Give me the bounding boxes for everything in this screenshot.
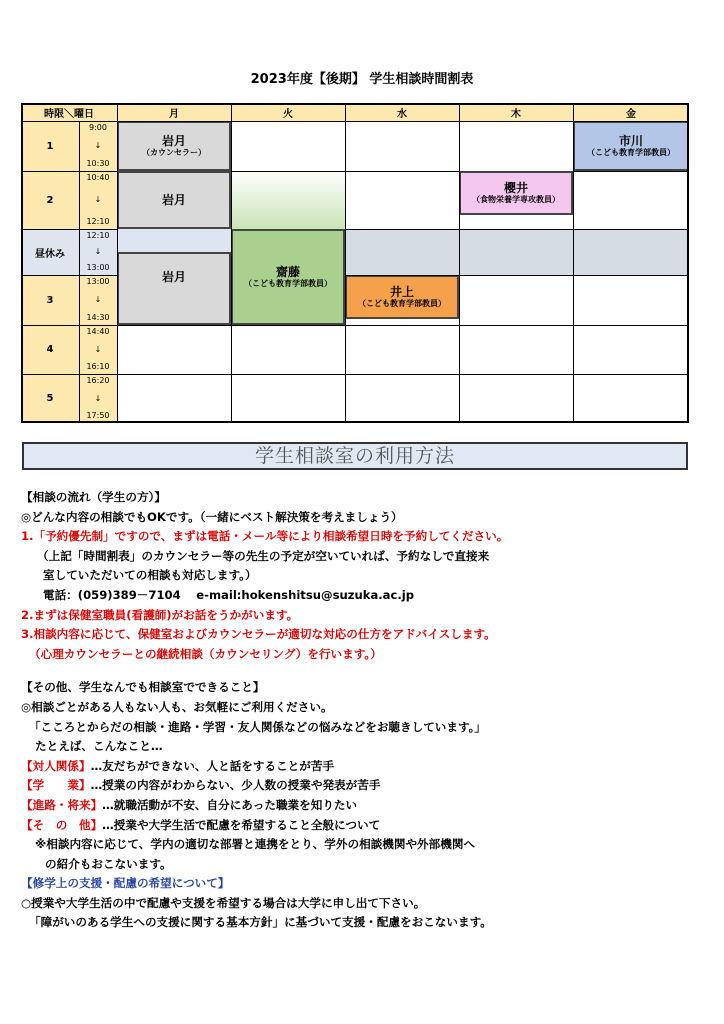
grid-line: [345, 229, 689, 230]
time-end: 17:50: [86, 411, 110, 420]
time-end: 13:00: [86, 263, 110, 272]
slot-fri-p1: [573, 121, 689, 171]
grid-border: [21, 421, 689, 423]
grid-line: [573, 103, 574, 423]
counselor-name: 齋藤: [275, 265, 300, 279]
day-header-fri: 金: [573, 103, 689, 121]
down-arrow-icon: ↓: [94, 247, 102, 256]
grid-line: [231, 171, 345, 172]
time-start: 14:40: [86, 327, 110, 336]
period-label: 3: [21, 275, 79, 325]
day-header-mon: 月: [117, 103, 231, 121]
grid-border: [21, 103, 689, 105]
time-start: 13:00: [86, 277, 110, 286]
time-end: 16:10: [86, 362, 110, 371]
flow-step-3: 3.相談内容に応じて、保健室およびカウンセラーが適切な対応の仕方をアドバイスします。: [21, 627, 496, 642]
other-note: の紹介もおこないます。: [45, 856, 172, 871]
example-tag: 【学 業】: [21, 778, 91, 793]
day-header-thu: 木: [459, 103, 573, 121]
example-text: …就職活動が不安、自分にあった職業を知りたい: [102, 797, 358, 812]
slot-mon-p3: [117, 252, 231, 325]
grid-line: [573, 171, 689, 172]
other-example: たとえば、こんなこと…: [35, 739, 163, 754]
counselor-role: （こども教育学部教員）: [358, 299, 446, 309]
example-text: …授業や大学生活で配慮を希望すること全般について: [102, 817, 381, 832]
counselor-role: （カウンセラー）: [142, 148, 206, 158]
example-item: [21, 757, 711, 777]
spacer: [21, 664, 711, 678]
support-heading: 【修学上の支援・配慮の希望について】: [21, 876, 230, 891]
time-start: 10:40: [86, 173, 110, 182]
example-text: …授業の内容がわからない、少人数の授業や発表が苦手: [90, 778, 381, 793]
gradient-slot: [231, 171, 345, 229]
grid-line: [459, 103, 460, 423]
other-note: ※相談内容に応じて、学内の適切な部署と連携をとり、学外の相談機関や外部機関へ: [35, 837, 476, 852]
day-header-tue: 火: [231, 103, 345, 121]
flow-step-1: 1.「予約優先制」ですので、まずは電話・メール等により相談希望日時を予約してください。: [21, 529, 509, 544]
slot-mon-p2: [117, 171, 231, 229]
grid-line: [21, 229, 117, 230]
slot-wed-p3: [345, 275, 459, 319]
example-item: [21, 776, 711, 796]
counselor-name: 岩月: [161, 134, 186, 148]
down-arrow-icon: ↓: [94, 295, 102, 304]
slot-tue-lunch-p3: [231, 229, 345, 325]
example-tag: 【進路・将来】: [21, 797, 103, 812]
support-line: 「障がいのある学生への支援に関する基本方針」に基づいて支援・配慮をおこないます。: [29, 915, 492, 930]
grid-line: [231, 103, 232, 423]
example-tag: 【対人関係】: [21, 758, 91, 773]
flow-intro: ◎どんな内容の相談でもOKです。（一緒にベスト解決策を考えましょう）: [21, 509, 403, 524]
counselor-role: （食物栄養学専攻教員）: [472, 195, 560, 205]
down-arrow-icon: ↓: [94, 141, 102, 150]
period-time: [79, 121, 117, 171]
section-title: 学生相談室の利用方法: [22, 442, 688, 470]
period-time: [79, 325, 117, 374]
flow-step-1-note: （上記「時間割表」のカウンセラー等の先生の予定が空いていれば、予約なしで直接来: [37, 548, 490, 563]
grid-line: [459, 275, 689, 276]
flow-step-1-note: 室していただいての相談も対応します。）: [43, 568, 257, 583]
grid-line: [21, 171, 117, 172]
time-start: 16:20: [86, 376, 110, 385]
grid-border: [21, 103, 23, 423]
grid-line: [79, 121, 80, 421]
period-time: [79, 275, 117, 325]
example-tag: 【そ の 他】: [21, 817, 103, 832]
example-text: …友だちができない、人と話をすることが苦手: [90, 758, 335, 773]
counselor-role: （こども教育学部教員）: [244, 279, 332, 289]
period-time: [79, 374, 117, 423]
counselor-name: 岩月: [161, 270, 186, 284]
slot-thu-p2: [459, 171, 573, 215]
grid-line: [117, 103, 118, 423]
day-header-wed: 水: [345, 103, 459, 121]
other-quote: 「こころとからだの相談・進路・学習・友人関係などの悩みなどをお聴きしています。」: [29, 719, 487, 734]
usage-text: [21, 488, 711, 933]
period-time: [79, 229, 117, 275]
grid-line: [345, 103, 346, 423]
time-start: 9:00: [89, 123, 107, 132]
example-item: [21, 816, 711, 836]
grid-line: [345, 275, 459, 276]
counselor-role: （こども教育学部教員）: [587, 148, 675, 158]
contact-info: 電話：(059)389－7104 e-mail:hokenshitsu@suzuka.ac.jp: [43, 587, 415, 602]
grid-line: [21, 121, 689, 122]
time-end: 12:10: [86, 217, 110, 226]
grid-border: [687, 103, 689, 423]
other-heading: 【その他、学生なんでも相談室でできること】: [21, 680, 265, 695]
timetable: [21, 103, 689, 423]
corner-header: 時限＼曜日: [21, 103, 117, 121]
grid-line: [345, 171, 459, 172]
time-end: 10:30: [86, 159, 110, 168]
flow-step-3-note: （心理カウンセラーとの継続相談（カウンセリング）を行います。）: [29, 646, 382, 661]
example-item: [21, 796, 711, 816]
time-start: 12:10: [86, 231, 110, 240]
slot-mon-p1: [117, 121, 231, 171]
grid-line: [21, 275, 117, 276]
period-label: 昼休み: [21, 229, 79, 275]
down-arrow-icon: ↓: [94, 195, 102, 204]
counselor-name: 井上: [389, 285, 414, 299]
page-title: 2023年度【後期】 学生相談時間割表: [250, 72, 474, 87]
period-label: 1: [21, 121, 79, 171]
grid-line: [21, 374, 689, 375]
flow-heading: 【相談の流れ（学生の方）】: [21, 490, 166, 504]
other-intro: ◎相談ごとがある人もない人も、お気軽にご利用ください。: [21, 699, 333, 714]
counselor-name: 岩月: [161, 192, 186, 207]
down-arrow-icon: ↓: [94, 344, 102, 354]
flow-step-2: 2.まずは保健室職員(看護師)がお話をうかがいます。: [21, 607, 299, 622]
down-arrow-icon: ↓: [94, 393, 102, 403]
period-label: 5: [21, 374, 79, 423]
counselor-name: 櫻井: [503, 181, 528, 195]
counselor-name: 市川: [618, 134, 643, 148]
support-line: ○授業や大学生活の中で配慮や支援を希望する場合は大学に申し出て下さい。: [21, 895, 426, 910]
period-label: 2: [21, 171, 79, 229]
period-label: 4: [21, 325, 79, 374]
grid-line: [21, 325, 689, 326]
time-end: 14:30: [86, 313, 110, 322]
lunch-mon-slot: [117, 229, 231, 252]
period-time: [79, 171, 117, 229]
